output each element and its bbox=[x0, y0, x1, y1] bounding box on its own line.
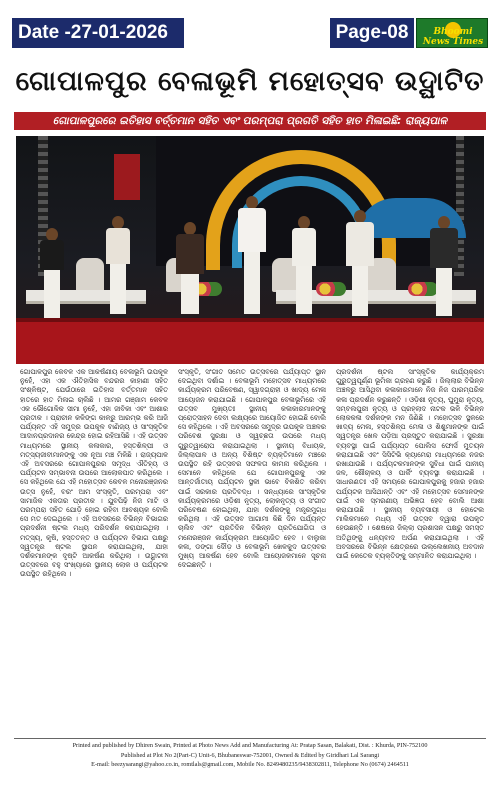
imprint-line-publisher: Published at Plot No 2(Part-C) Unit-6, Bhubaneswar-752001, Owned & Edited by Giridhari Lal Sarangi bbox=[120, 751, 380, 759]
subheadline: ଗୋପାଳପୁରରେ ଇତିହାସ ବର୍ତ୍ତମାନ ସହିତ ଏବଂ ପରମ୍ପରା ପ୍ରଗତି ସହିତ ହାତ ମିଳାଇଛି: ରାଜ୍ୟପାଳ bbox=[14, 112, 486, 130]
imprint-line-contact: E-mail: beezysarangi@yahoo.co.in, romtlals@gmail.com, Mobile No. 8249480235/9438302811, Telephone No (0674) 2464511 bbox=[91, 761, 409, 769]
page-number-label: Page-08 bbox=[330, 18, 414, 48]
headline: ଗୋପାଳପୁର ବେଳାଭୂମି ମହୋତ୍ସବ ଉଦ୍ଘାଟିତ bbox=[15, 66, 485, 97]
newspaper-logo bbox=[416, 18, 488, 48]
imprint-line-printer: Printed and published by Dhiren Swain, Printed at Photo News Add and Manufacturing At: Pratap Sasan, Balakati, Dist. : Khurda, PIN-752100 bbox=[72, 742, 428, 749]
masthead-bar bbox=[12, 18, 488, 48]
stage-carpet bbox=[16, 322, 484, 364]
article-column-3: ପ୍ରଦର୍ଶନୀ ଷ୍ଟଲ ସାଂସ୍କୃତିକ କାର୍ଯ୍ୟକ୍ରମ ଗୁରୁତ୍ୱପୂର୍ଣ୍ଣ ଭୂମିକା ଗ୍ରହଣ କରୁଛି । ଜିଲ୍ଲାର ବିଭିନ୍ନ ଅଞ୍ଚଳରୁ ଆସିଥିବା କଳାକାରମାନେ ନିଜ ନିଜ ପାରମ୍ପରିକ କଳା ପ୍ରଦର୍ଶନ କରୁଛନ୍ତି । ଓଡ଼ିଶୀ ନୃତ୍ୟ, ଘୁମୁରା ନୃତ୍ୟ, ସମ୍ବଲପୁରୀ ନୃତ୍ୟ ଓ ପ୍ରହ୍ଲାଦ ନାଟକ ଭଳି ବିଭିନ୍ନ ଲୋକକଳା ଦର୍ଶକଙ୍କ ମନ ଜିଣିଛି । ମହୋତ୍ସବ ସ୍ଥଳରେ ଖାଦ୍ୟ ମେଳା, ହସ୍ତଶିଳ୍ପ ମେଳା ଓ ଶିଶୁମାନଙ୍କ ପାଇଁ ସ୍ୱତନ୍ତ୍ର ଖେଳ ପଡ଼ିଆ ପ୍ରସ୍ତୁତ କରାଯାଇଛି । ସୁରକ୍ଷା ବ୍ୟବସ୍ଥା ପାଇଁ ପର୍ଯ୍ୟାପ୍ତ ପୋଲିସ ଫୋର୍ସ ମୁତୟନ କରାଯାଇଛି ଏବଂ ସିସିଟିଭି କ୍ୟାମେରା ମାଧ୍ୟମରେ ନଜର ରଖାଯାଉଛି । ପର୍ଯ୍ୟଟକମାନଙ୍କ ସୁବିଧା ପାଇଁ ପାନୀୟ ଜଳ, ଶୌଚାଳୟ ଓ ପାର୍କିଂ ବ୍ୟବସ୍ଥା କରାଯାଇଛି । ସାଧାରଣତଃ ଏହି ସମୟରେ ଗୋପାଳପୁରକୁ ହଜାର ହଜାର ପର୍ଯ୍ୟଟକ ଆସିଥାନ୍ତି ଏବଂ ଏହି ମହୋତ୍ସବ ସେମାନଙ୍କ ପାଇଁ ଏକ ସ୍ମରଣୀୟ ଅଭିଜ୍ଞତା ହେବ ବୋଲି ଆଶା କରାଯାଉଛି । ସ୍ଥାନୀୟ ବ୍ୟବସାୟୀ ଓ ହୋଟେଲ ମାଲିକମାନେ ମଧ୍ୟ ଏହି ଉତ୍ସବ ଦ୍ୱାରା ଉପକୃତ ହେଉଛନ୍ତି । ଶେଷରେ ଜିଲ୍ଲା ପ୍ରଶାସନ ପକ୍ଷରୁ ସମସ୍ତ ଅତିଥିଙ୍କୁ ଧନ୍ୟବାଦ ଅର୍ପଣ କରାଯାଇଥିଲା । ଏହି ଅବସରରେ ବିଭିନ୍ନ କ୍ଷେତ୍ରରେ ଉଲ୍ଲେଖନୀୟ ଅବଦାନ ପାଇଁ କେତେକ ବ୍ୟକ୍ତିଙ୍କୁ ସମ୍ମାନିତ କରାଯାଇଥିଲା । bbox=[336, 368, 484, 561]
stage-banner bbox=[114, 154, 140, 200]
imprint-footer bbox=[14, 738, 486, 768]
flower-bouquet bbox=[408, 282, 438, 296]
article-body bbox=[20, 368, 484, 725]
article-column-1: ଗୋପାଳପୁର କେବଳ ଏକ ଆକର୍ଷଣୀୟ ବେଳାଭୂମି ଉପକୂଳ ନୁହେଁ, ଏହା ଏକ ଐତିହାସିକ ବନ୍ଦରର କାହାଣୀ ସହିତ ସଂଶ୍ଳିଷ୍ଟ, ଯେଉଁଠାରେ ଇତିହାସ ବର୍ତ୍ତମାନ ସହିତ ହାତରେ ହାତ ମିଳାଇ ଚାଲିଛି । ଆମର ଗଞ୍ଜାମ କେବଳ ଏକ ଭୌଗୋଳିକ ସୀମା ନୁହେଁ, ଏହା ଜୀବିକା ଏବଂ ଆଶାର ପ୍ରତୀକ । ପ୍ରାଚୀନ କଳିଙ୍ଗ କାଳରୁ ଆରମ୍ଭ କରି ଆଜି ପର୍ଯ୍ୟନ୍ତ ଏହି ସମୁଦ୍ର ଉପକୂଳ ବାଣିଜ୍ୟ ଓ ସାଂସ୍କୃତିକ ଆଦାନପ୍ରଦାନର କେନ୍ଦ୍ର ହୋଇ ରହିଆସିଛି । ଏହି ଉତ୍ସବ ମାଧ୍ୟମରେ ସ୍ଥାନୀୟ କଳାକାର, ହସ୍ତଶିଳ୍ପୀ ଓ ମତ୍ସ୍ୟଜୀବୀମାନଙ୍କୁ ଏକ ନୂଆ ମଞ୍ଚ ମିଳିଛି । ରାଜ୍ୟପାଳ ଏହି ଅବସରରେ ଗୋପାଳପୁରର ସମୃଦ୍ଧ ଐତିହ୍ୟ ଓ ପର୍ଯ୍ୟଟନ ସମ୍ଭାବନା ଉପରେ ଆଲୋକପାତ କରିଥିଲେ । ସେ କହିଥିଲେ ଯେ ଏହି ମହୋତ୍ସବ କେବଳ ମନୋରଞ୍ଜନର ଉତ୍ସ ନୁହେଁ, ବରଂ ଆମ ସଂସ୍କୃତି, ପରମ୍ପରା ଏବଂ ସାମାଜିକ ଏକତାର ପ୍ରତୀକ । ଯୁବପିଢ଼ି ନିଜ ମାଟି ଓ ପରମ୍ପରା ସହିତ ଯୋଡ଼ି ହୋଇ ରହିବା ଆବଶ୍ୟକ ବୋଲି ସେ ମତ ଦେଇଥିଲେ । ଏହି ଅବସରରେ ବିଭିନ୍ନ ବିଭାଗର ପ୍ରଦର୍ଶନୀ ଷ୍ଟଲ ମଧ୍ୟ ପରିଦର୍ଶନ କରାଯାଇଥିଲା । ମତ୍ସ୍ୟ, କୃଷି, ହସ୍ତତନ୍ତ ଓ ପର୍ଯ୍ୟଟନ ବିଭାଗ ପକ୍ଷରୁ ସ୍ୱତନ୍ତ୍ର ଷ୍ଟଲ ସ୍ଥାପନ କରାଯାଇଥିଲା, ଯାହା ଦର୍ଶକମାନଙ୍କ ଦୃଷ୍ଟି ଆକର୍ଷଣ କରିଥିଲା । ଉଦ୍ଘାଟନୀ ଉତ୍ସବରେ ବହୁ ସଂଖ୍ୟାରେ ସ୍ଥାନୀୟ ଲୋକ ଓ ପର୍ଯ୍ୟଟକ ଉପସ୍ଥିତ ରହିଥିଲେ । bbox=[20, 368, 168, 579]
date-label: Date -27-01-2026 bbox=[12, 18, 184, 48]
event-photo bbox=[16, 136, 484, 364]
stage-chair bbox=[76, 258, 104, 292]
article-column-2: ସଂସ୍କୃତି, ସଂଗୀତ ସମେତ ଉତ୍ସବରେ ପର୍ଯ୍ୟାପ୍ତ ସ୍ଥାନ ଦେଇଥିବା ଦର୍ଶାଇ । ବେଳାଭୂମି ମହୋତ୍ସବ ମାଧ୍ୟମରେ କାର୍ଯ୍ୟକ୍ରମ ପରିବେଷଣ, ସ୍ୱାଦଗ୍ରାହୀ ଓ ଖାଦ୍ୟ ମେଳା ଆୟୋଜନ କରାଯାଇଛି । ଗୋପାଳପୁର ବେଳାଭୂମିରେ ଏହି ଉତ୍ସବ ମୁଖ୍ୟତଃ ସ୍ଥାନୀୟ କଳାକାରମାନଙ୍କୁ ପ୍ରୋତ୍ସାହନ ଦେବା ଲକ୍ଷ୍ୟରେ ଆୟୋଜିତ ହୋଇଛି ବୋଲି ସେ କହିଥିଲେ । ଏହି ଅବସରରେ ସମୁଦ୍ର ଉପକୂଳ ଅଞ୍ଚଳର ପରିବେଶ ସୁରକ୍ଷା ଓ ସ୍ୱଚ୍ଛତା ଉପରେ ମଧ୍ୟ ଗୁରୁତ୍ୱାରୋପ କରାଯାଇଥିଲା । ସ୍ଥାନୀୟ ବିଧାୟକ, ଜିଲ୍ଲାପାଳ ଓ ଅନ୍ୟ ବିଶିଷ୍ଟ ବ୍ୟକ୍ତିମାନେ ମଞ୍ଚରେ ଉପସ୍ଥିତ ରହି ଉତ୍ସବର ସଫଳତା କାମନା କରିଥିଲେ । ସେମାନେ କହିଥିଲେ ଯେ ଗୋପାଳପୁରକୁ ଏକ ଆନ୍ତର୍ଜାତୀୟ ପର୍ଯ୍ୟଟନ ସ୍ଥଳୀ ଭାବେ ବିକଶିତ କରିବା ପାଇଁ ସରକାର ପ୍ରତିବଦ୍ଧ । ସନ୍ଧ୍ୟାରେ ସାଂସ୍କୃତିକ କାର୍ଯ୍ୟକ୍ରମରେ ଓଡ଼ିଶୀ ନୃତ୍ୟ, ଲୋକନୃତ୍ୟ ଓ ସଂଗୀତ ପରିବେଷଣ ହୋଇଥିଲା, ଯାହା ଦର୍ଶକଙ୍କୁ ମନ୍ତ୍ରମୁଗ୍ଧ କରିଥିଲା । ଏହି ଉତ୍ସବ ଆଗାମୀ କିଛି ଦିନ ପର୍ଯ୍ୟନ୍ତ ଚାଲିବ ଏବଂ ପ୍ରତିଦିନ ବିଭିନ୍ନ ପ୍ରତିଯୋଗିତା ଓ ମନୋରଞ୍ଜନ କାର୍ଯ୍ୟକ୍ରମ ଆୟୋଜିତ ହେବ । ବାଲୁକା କଳା, ଡଙ୍ଗା ଦୌଡ଼ ଓ ବେଳାଭୂମି ଖେଳକୁଦ ଉତ୍ସବର ମୁଖ୍ୟ ଆକର୍ଷଣ ହେବ ବୋଲି ଆୟୋଜକମାନେ ସୂଚନା ଦେଇଛନ୍ତି । bbox=[178, 368, 326, 570]
flower-bouquet bbox=[316, 282, 346, 296]
logo-text: Bhoomi News Times bbox=[422, 27, 484, 47]
